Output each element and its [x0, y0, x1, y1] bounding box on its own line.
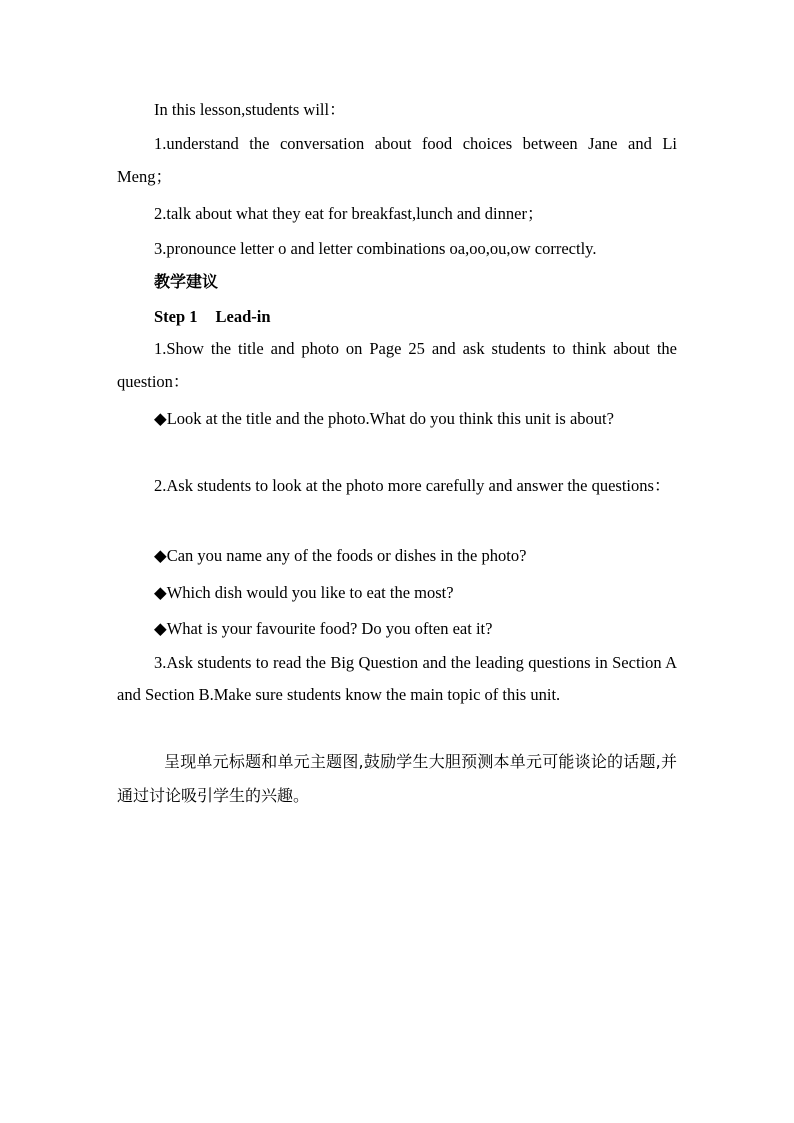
step1-item-2: 2.Ask students to look at the photo more carefully and answer the questions：: [154, 476, 671, 495]
step1-item-1: 1.Show the title and photo on Page 25 and ask students to think about the question：: [117, 339, 677, 391]
bullet-question-favourite: ◆What is your favourite food? Do you often eat it?: [154, 619, 493, 638]
objective-2: 2.talk about what they eat for breakfast,lunch and dinner；: [154, 204, 544, 223]
objective-1: 1.understand the conversation about food choices between Jane and Li Meng；: [117, 134, 677, 186]
step-title: Lead-in: [215, 307, 271, 326]
intro-line: In this lesson,students will：: [154, 100, 346, 119]
step-label: Step 1: [154, 307, 198, 326]
section-heading: 教学建议: [154, 272, 219, 291]
objective-3: 3.pronounce letter o and letter combinations oa,oo,ou,ow correctly.: [154, 239, 597, 258]
bullet-question-title-photo: ◆Look at the title and the photo.What do you think this unit is about?: [154, 409, 614, 428]
bullet-question-dish: ◆Which dish would you like to eat the most?: [154, 583, 454, 602]
step-heading: [117, 300, 677, 333]
chinese-note: 呈现单元标题和单元主题图,鼓励学生大胆预测本单元可能谈论的话题,并通过讨论吸引学生的兴趣。: [117, 752, 677, 805]
bullet-question-foods: ◆Can you name any of the foods or dishes in the photo?: [154, 546, 527, 565]
step1-item-3: 3.Ask students to read the Big Question and the leading questions in Section A and Section B.Make sure students know the main topic of this unit.: [117, 653, 677, 704]
